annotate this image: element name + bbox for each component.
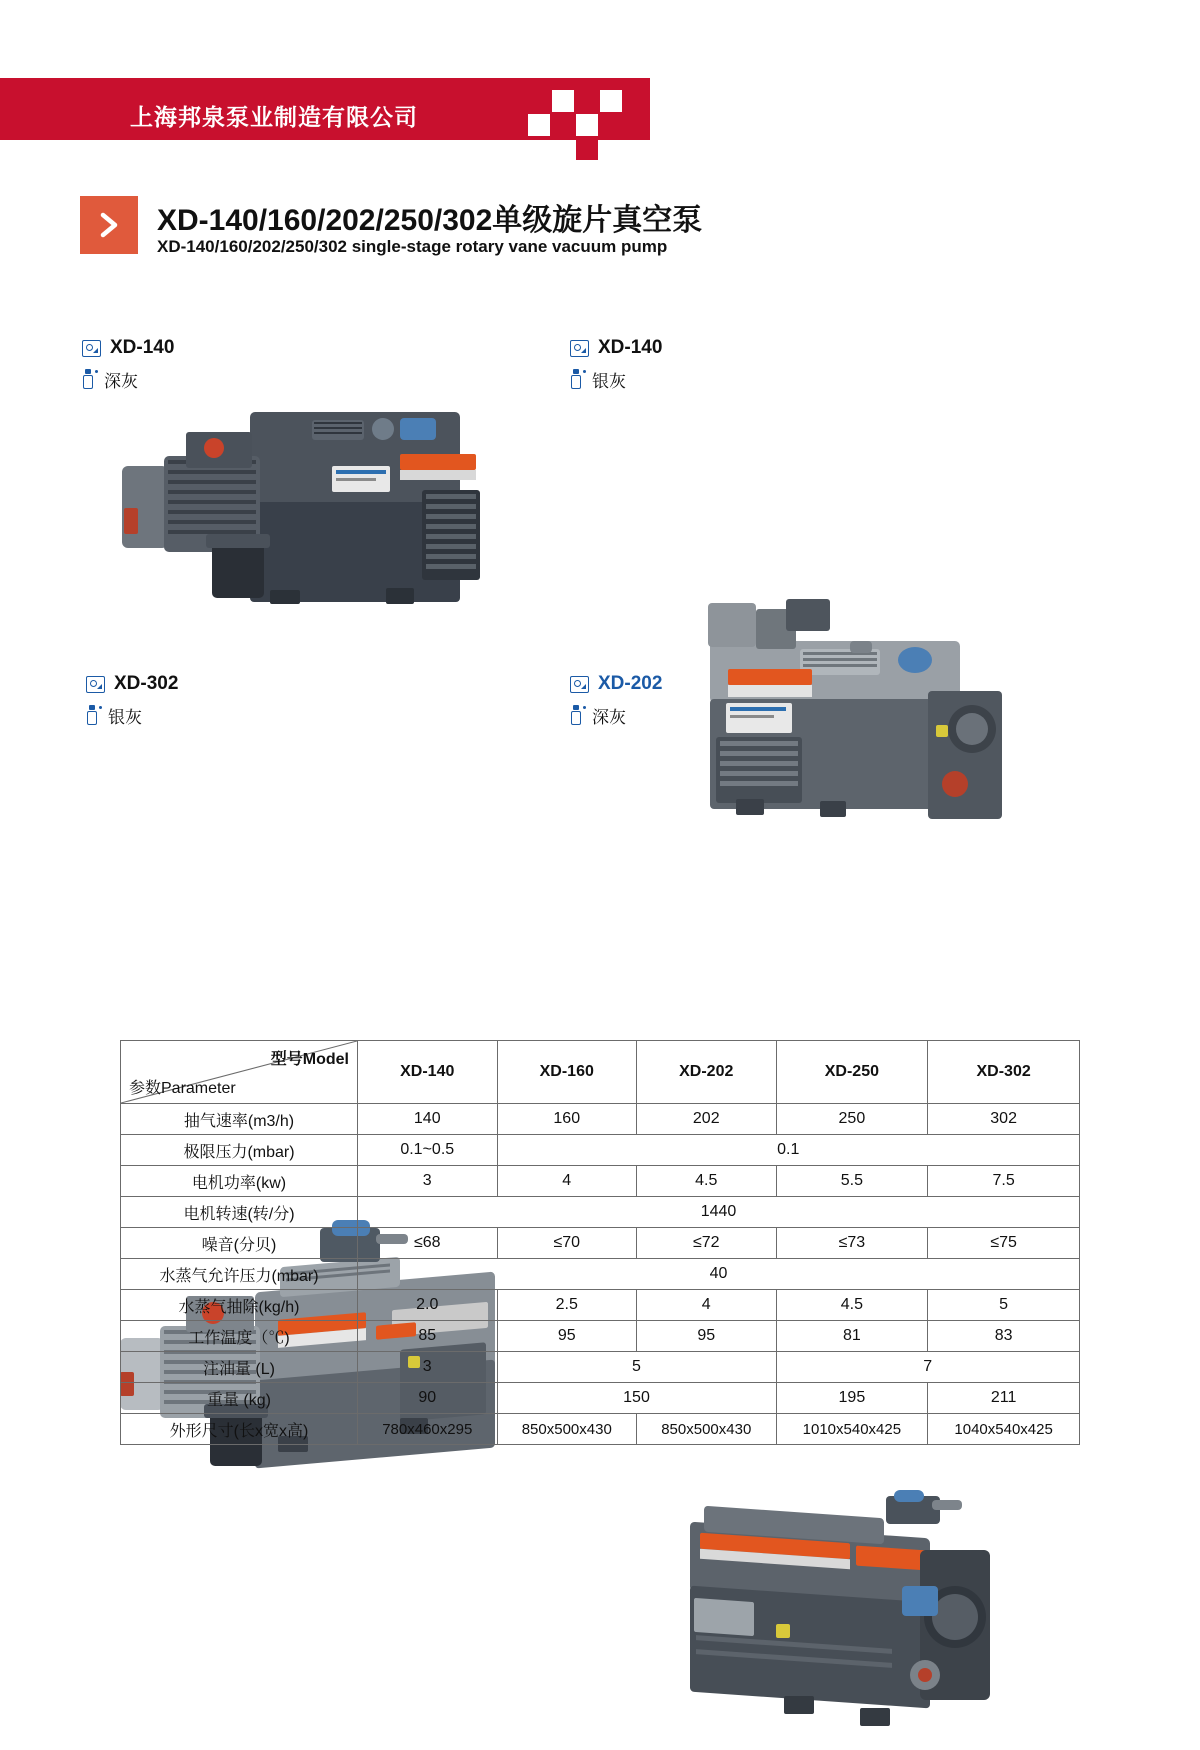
product-model-label: XD-302 bbox=[114, 673, 179, 694]
table-row bbox=[121, 1290, 1080, 1321]
product-color-row bbox=[86, 704, 536, 726]
table-cell: 195 bbox=[776, 1383, 928, 1414]
decor-square bbox=[552, 90, 574, 112]
decor-square bbox=[600, 114, 622, 136]
product-block-1 bbox=[82, 337, 532, 390]
product-color-label: 银灰 bbox=[108, 707, 142, 727]
table-cell: 4.5 bbox=[776, 1290, 928, 1321]
row-label: 抽气速率(m3/h) bbox=[121, 1104, 358, 1135]
table-cell: 0.1~0.5 bbox=[358, 1135, 498, 1166]
product-block-4 bbox=[570, 673, 1020, 726]
product-model-row bbox=[86, 673, 536, 695]
table-cell: ≤73 bbox=[776, 1228, 928, 1259]
table-cell: 90 bbox=[358, 1383, 498, 1414]
product-model-label: XD-140 bbox=[110, 337, 175, 358]
product-model-label: XD-140 bbox=[598, 337, 663, 358]
table-cell: 2.5 bbox=[497, 1290, 637, 1321]
table-row bbox=[121, 1166, 1080, 1197]
decor-square bbox=[600, 90, 622, 112]
row-label: 工作温度（℃) bbox=[121, 1321, 358, 1352]
table-row bbox=[121, 1352, 1080, 1383]
decor-square bbox=[576, 114, 598, 136]
product-image-1 bbox=[100, 390, 500, 620]
table-cell: ≤75 bbox=[928, 1228, 1080, 1259]
decor-square bbox=[528, 90, 550, 112]
corner-model-label: 型号Model bbox=[270, 1051, 349, 1068]
table-col-header: XD-302 bbox=[928, 1041, 1080, 1104]
table-col-header: XD-202 bbox=[637, 1041, 777, 1104]
row-label: 电机功率(kw) bbox=[121, 1166, 358, 1197]
table-cell: 1440 bbox=[358, 1197, 1080, 1228]
table-cell: ≤68 bbox=[358, 1228, 498, 1259]
table-cell: 3 bbox=[358, 1166, 498, 1197]
table-row bbox=[121, 1321, 1080, 1352]
camera-icon bbox=[570, 676, 589, 693]
table-row bbox=[121, 1383, 1080, 1414]
spray-can-icon bbox=[570, 705, 583, 725]
table-row bbox=[121, 1135, 1080, 1166]
decor-square bbox=[576, 90, 598, 112]
row-label: 电机转速(转/分) bbox=[121, 1197, 358, 1228]
product-model-label: XD-202 bbox=[598, 673, 663, 694]
product-color-label: 银灰 bbox=[592, 371, 626, 391]
decor-square bbox=[528, 114, 550, 136]
table-cell: 150 bbox=[497, 1383, 776, 1414]
product-model-row bbox=[570, 673, 1020, 695]
decor-square bbox=[552, 114, 574, 136]
chevron-right-icon bbox=[80, 196, 138, 254]
table-cell: 85 bbox=[358, 1321, 498, 1352]
row-label: 重量 (kg) bbox=[121, 1383, 358, 1414]
table-header-row bbox=[121, 1041, 1080, 1104]
row-label: 水蒸气允许压力(mbar) bbox=[121, 1259, 358, 1290]
table-cell: 0.1 bbox=[497, 1135, 1080, 1166]
table-cell: 211 bbox=[928, 1383, 1080, 1414]
row-label: 噪音(分贝) bbox=[121, 1228, 358, 1259]
table-cell: 850x500x430 bbox=[497, 1414, 637, 1445]
product-block-3 bbox=[86, 673, 536, 726]
table-cell: 202 bbox=[637, 1104, 777, 1135]
row-label: 极限压力(mbar) bbox=[121, 1135, 358, 1166]
table-row bbox=[121, 1259, 1080, 1290]
table-cell: 140 bbox=[358, 1104, 498, 1135]
table-cell: 95 bbox=[497, 1321, 637, 1352]
table-cell: 4.5 bbox=[637, 1166, 777, 1197]
table-cell: 160 bbox=[497, 1104, 637, 1135]
table-row bbox=[121, 1414, 1080, 1445]
table-cell: 40 bbox=[358, 1259, 1080, 1290]
table-cell: 2.0 bbox=[358, 1290, 498, 1321]
camera-icon bbox=[570, 340, 589, 357]
table-corner-cell bbox=[121, 1041, 358, 1104]
row-label: 外形尺寸(长x宽x高) bbox=[121, 1414, 358, 1445]
product-model-row bbox=[82, 337, 532, 359]
spray-can-icon bbox=[86, 705, 99, 725]
table-cell: 1040x540x425 bbox=[928, 1414, 1080, 1445]
product-image-4 bbox=[680, 1490, 1040, 1750]
page-subtitle: XD-140/160/202/250/302 single-stage rotary vane vacuum pump bbox=[157, 237, 668, 256]
corner-param-label: 参数Parameter bbox=[129, 1080, 236, 1097]
table-col-header: XD-250 bbox=[776, 1041, 928, 1104]
table-cell: 780x460x295 bbox=[358, 1414, 498, 1445]
decor-square bbox=[576, 138, 598, 160]
table-row bbox=[121, 1104, 1080, 1135]
table-cell: 4 bbox=[637, 1290, 777, 1321]
product-color-label: 深灰 bbox=[592, 707, 626, 727]
product-color-row bbox=[570, 704, 1020, 726]
table-cell: 5 bbox=[928, 1290, 1080, 1321]
table-col-header: XD-140 bbox=[358, 1041, 498, 1104]
table-cell: 850x500x430 bbox=[637, 1414, 777, 1445]
table-cell: 1010x540x425 bbox=[776, 1414, 928, 1445]
table-col-header: XD-160 bbox=[497, 1041, 637, 1104]
table-cell: 81 bbox=[776, 1321, 928, 1352]
table-cell: 250 bbox=[776, 1104, 928, 1135]
table-cell: 7 bbox=[776, 1352, 1080, 1383]
camera-icon bbox=[86, 676, 105, 693]
product-color-row bbox=[570, 368, 1020, 390]
table-cell: 83 bbox=[928, 1321, 1080, 1352]
table-cell: 302 bbox=[928, 1104, 1080, 1135]
table-cell: 4 bbox=[497, 1166, 637, 1197]
table-cell: ≤72 bbox=[637, 1228, 777, 1259]
row-label: 注油量 (L) bbox=[121, 1352, 358, 1383]
table-row bbox=[121, 1228, 1080, 1259]
table-cell: 3 bbox=[358, 1352, 498, 1383]
spray-can-icon bbox=[570, 369, 583, 389]
table-cell: 5 bbox=[497, 1352, 776, 1383]
product-model-row bbox=[570, 337, 1020, 359]
product-color-label: 深灰 bbox=[104, 371, 138, 391]
camera-icon bbox=[82, 340, 101, 357]
table-cell: 5.5 bbox=[776, 1166, 928, 1197]
row-label: 水蒸气抽除(kg/h) bbox=[121, 1290, 358, 1321]
table-row bbox=[121, 1197, 1080, 1228]
table-cell: ≤70 bbox=[497, 1228, 637, 1259]
table-cell: 7.5 bbox=[928, 1166, 1080, 1197]
spray-can-icon bbox=[82, 369, 95, 389]
specifications-table bbox=[120, 1040, 1080, 1445]
product-color-row bbox=[82, 368, 532, 390]
product-block-2 bbox=[570, 337, 1020, 390]
decor-square bbox=[624, 114, 646, 136]
table-cell: 95 bbox=[637, 1321, 777, 1352]
page-title: XD-140/160/202/250/302单级旋片真空泵 bbox=[157, 204, 703, 237]
company-name: 上海邦泉泵业制造有限公司 bbox=[130, 104, 418, 130]
